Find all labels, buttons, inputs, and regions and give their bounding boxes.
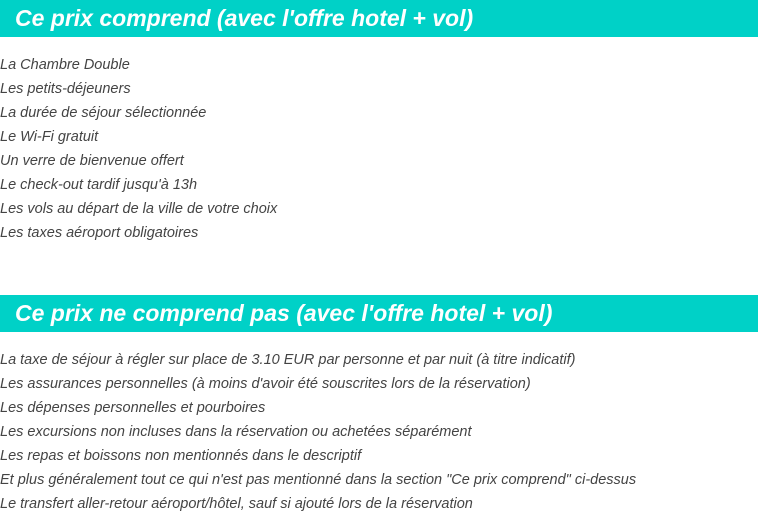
list-item: Le transfert aller-retour aéroport/hôtel, sauf si ajouté lors de la réservation <box>0 496 473 512</box>
list-item: Les vols au départ de la ville de votre choix <box>0 201 278 217</box>
list-item: La durée de séjour sélectionnée <box>0 105 207 121</box>
list-item: Le Wi-Fi gratuit <box>0 129 99 145</box>
list-item: Les assurances personnelles (à moins d'avoir été souscrites lors de la réservation) <box>0 376 531 392</box>
list-item: Les petits-déjeuners <box>0 81 131 97</box>
list-item: Le check-out tardif jusqu'à 13h <box>0 177 198 193</box>
list-item: Les taxes aéroport obligatoires <box>0 225 199 241</box>
list-item: La Chambre Double <box>0 57 130 73</box>
included-section-title: Ce prix comprend (avec l'offre hotel + vol) <box>0 0 758 37</box>
list-item: Un verre de bienvenue offert <box>0 153 184 169</box>
excluded-list <box>0 348 636 516</box>
list-item: Les dépenses personnelles et pourboires <box>0 400 266 416</box>
list-item: La taxe de séjour à régler sur place de 3.10 EUR par personne et par nuit (à titre indicatif) <box>0 352 576 368</box>
list-item: Les excursions non incluses dans la réservation ou achetées séparément <box>0 424 472 440</box>
excluded-section-title: Ce prix ne comprend pas (avec l'offre hotel + vol) <box>0 295 758 332</box>
included-list <box>0 53 277 245</box>
list-item: Les repas et boissons non mentionnés dans le descriptif <box>0 448 362 464</box>
list-item: Et plus généralement tout ce qui n'est pas mentionné dans la section "Ce prix comprend" ci-dessus <box>0 472 637 488</box>
